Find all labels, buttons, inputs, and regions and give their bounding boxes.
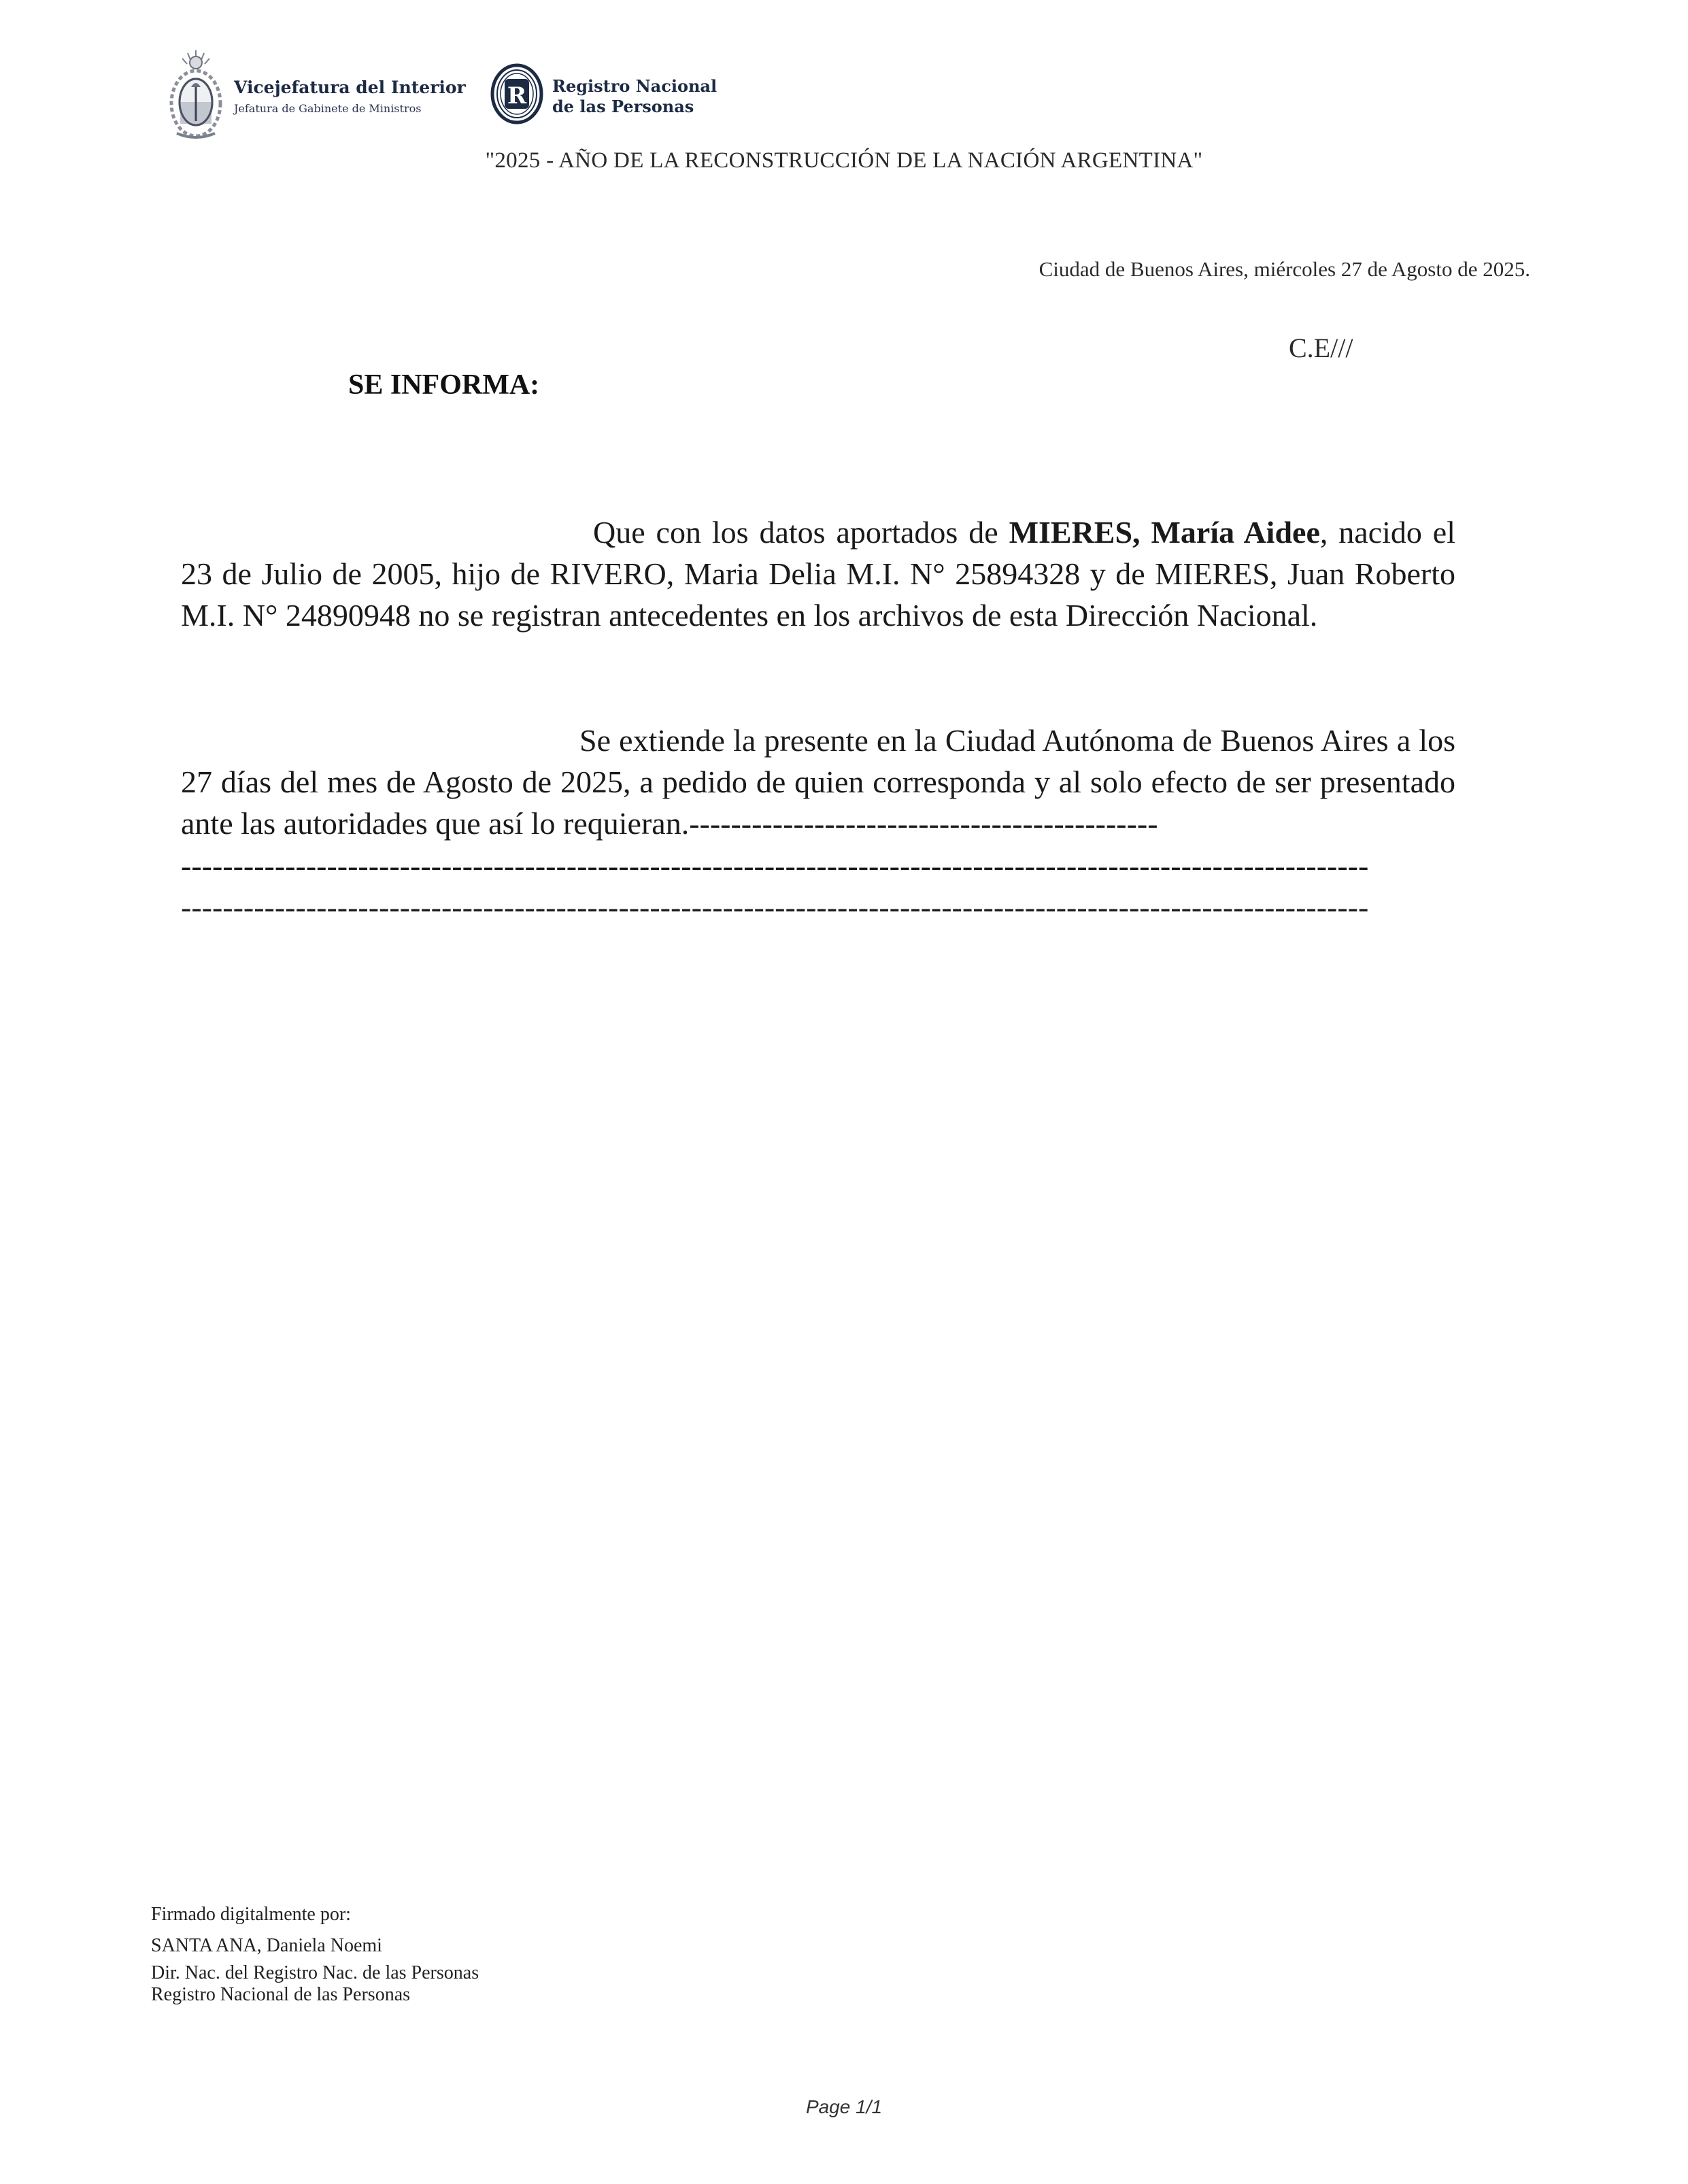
org2-name-line2: de las Personas [552,97,694,116]
paragraph2-body: Se extiende la presente en la Ciudad Autónoma de Buenos Aires a los 27 días del mes de Agosto de 2025, a pedido de quien corresponda y al solo efecto de ser presentado ante las autoridades que así lo requieran. [181,723,1455,841]
signer-organization: Registro Nacional de las Personas [151,1984,411,2005]
org1-subtitle: Jefatura de Gabinete de Ministros [234,102,422,115]
argentina-seal-icon [169,48,223,141]
year-motto: "2025 - AÑO DE LA RECONSTRUCCIÓN DE LA NACIÓN ARGENTINA" [485,148,1203,173]
signature-label: Firmado digitalmente por: [151,1904,351,1925]
renaper-letter: R [507,82,527,110]
date-line: Ciudad de Buenos Aires, miércoles 27 de Agosto de 2025. [1039,257,1530,281]
paragraph-issuance [181,720,1455,844]
dash-fill-line: ------------------------------------------------------------------------------------------------------------------ [181,890,1369,924]
paragraph1-body: , nacido el 23 de Julio de 2005, hijo de RIVERO, Maria Delia M.I. N° 25894328 y de MIERES, Juan Roberto M.I. N° 24890948 no se registran antecedentes en los archivos de esta Dirección Nacional. [181,515,1456,633]
renaper-icon [490,63,544,125]
org2-name-line1: Registro Nacional [552,76,718,96]
paragraph1-intro: Que con los datos aportados de [593,515,1009,550]
signer-role: Dir. Nac. del Registro Nac. de las Personas [151,1962,479,1983]
dash-fill-line: ------------------------------------------------------------------------------------------------------------------ [181,848,1369,883]
document-heading: SE INFORMA: [348,369,540,401]
org1-name: Vicejefatura del Interior [234,78,466,97]
paragraph2-dash-fill: --------------------------------------------- [689,806,1158,841]
reference-code: C.E/// [1289,333,1353,363]
vicejefatura-logo [169,44,468,146]
subject-name: MIERES, María Aidee [1009,515,1320,550]
paragraph-findings [181,511,1455,636]
signer-name: SANTA ANA, Daniela Noemi [151,1935,382,1956]
renaper-logo [490,63,721,131]
digital-signature-block [151,1901,479,2006]
page-number: Page 1/1 [805,2096,883,2117]
